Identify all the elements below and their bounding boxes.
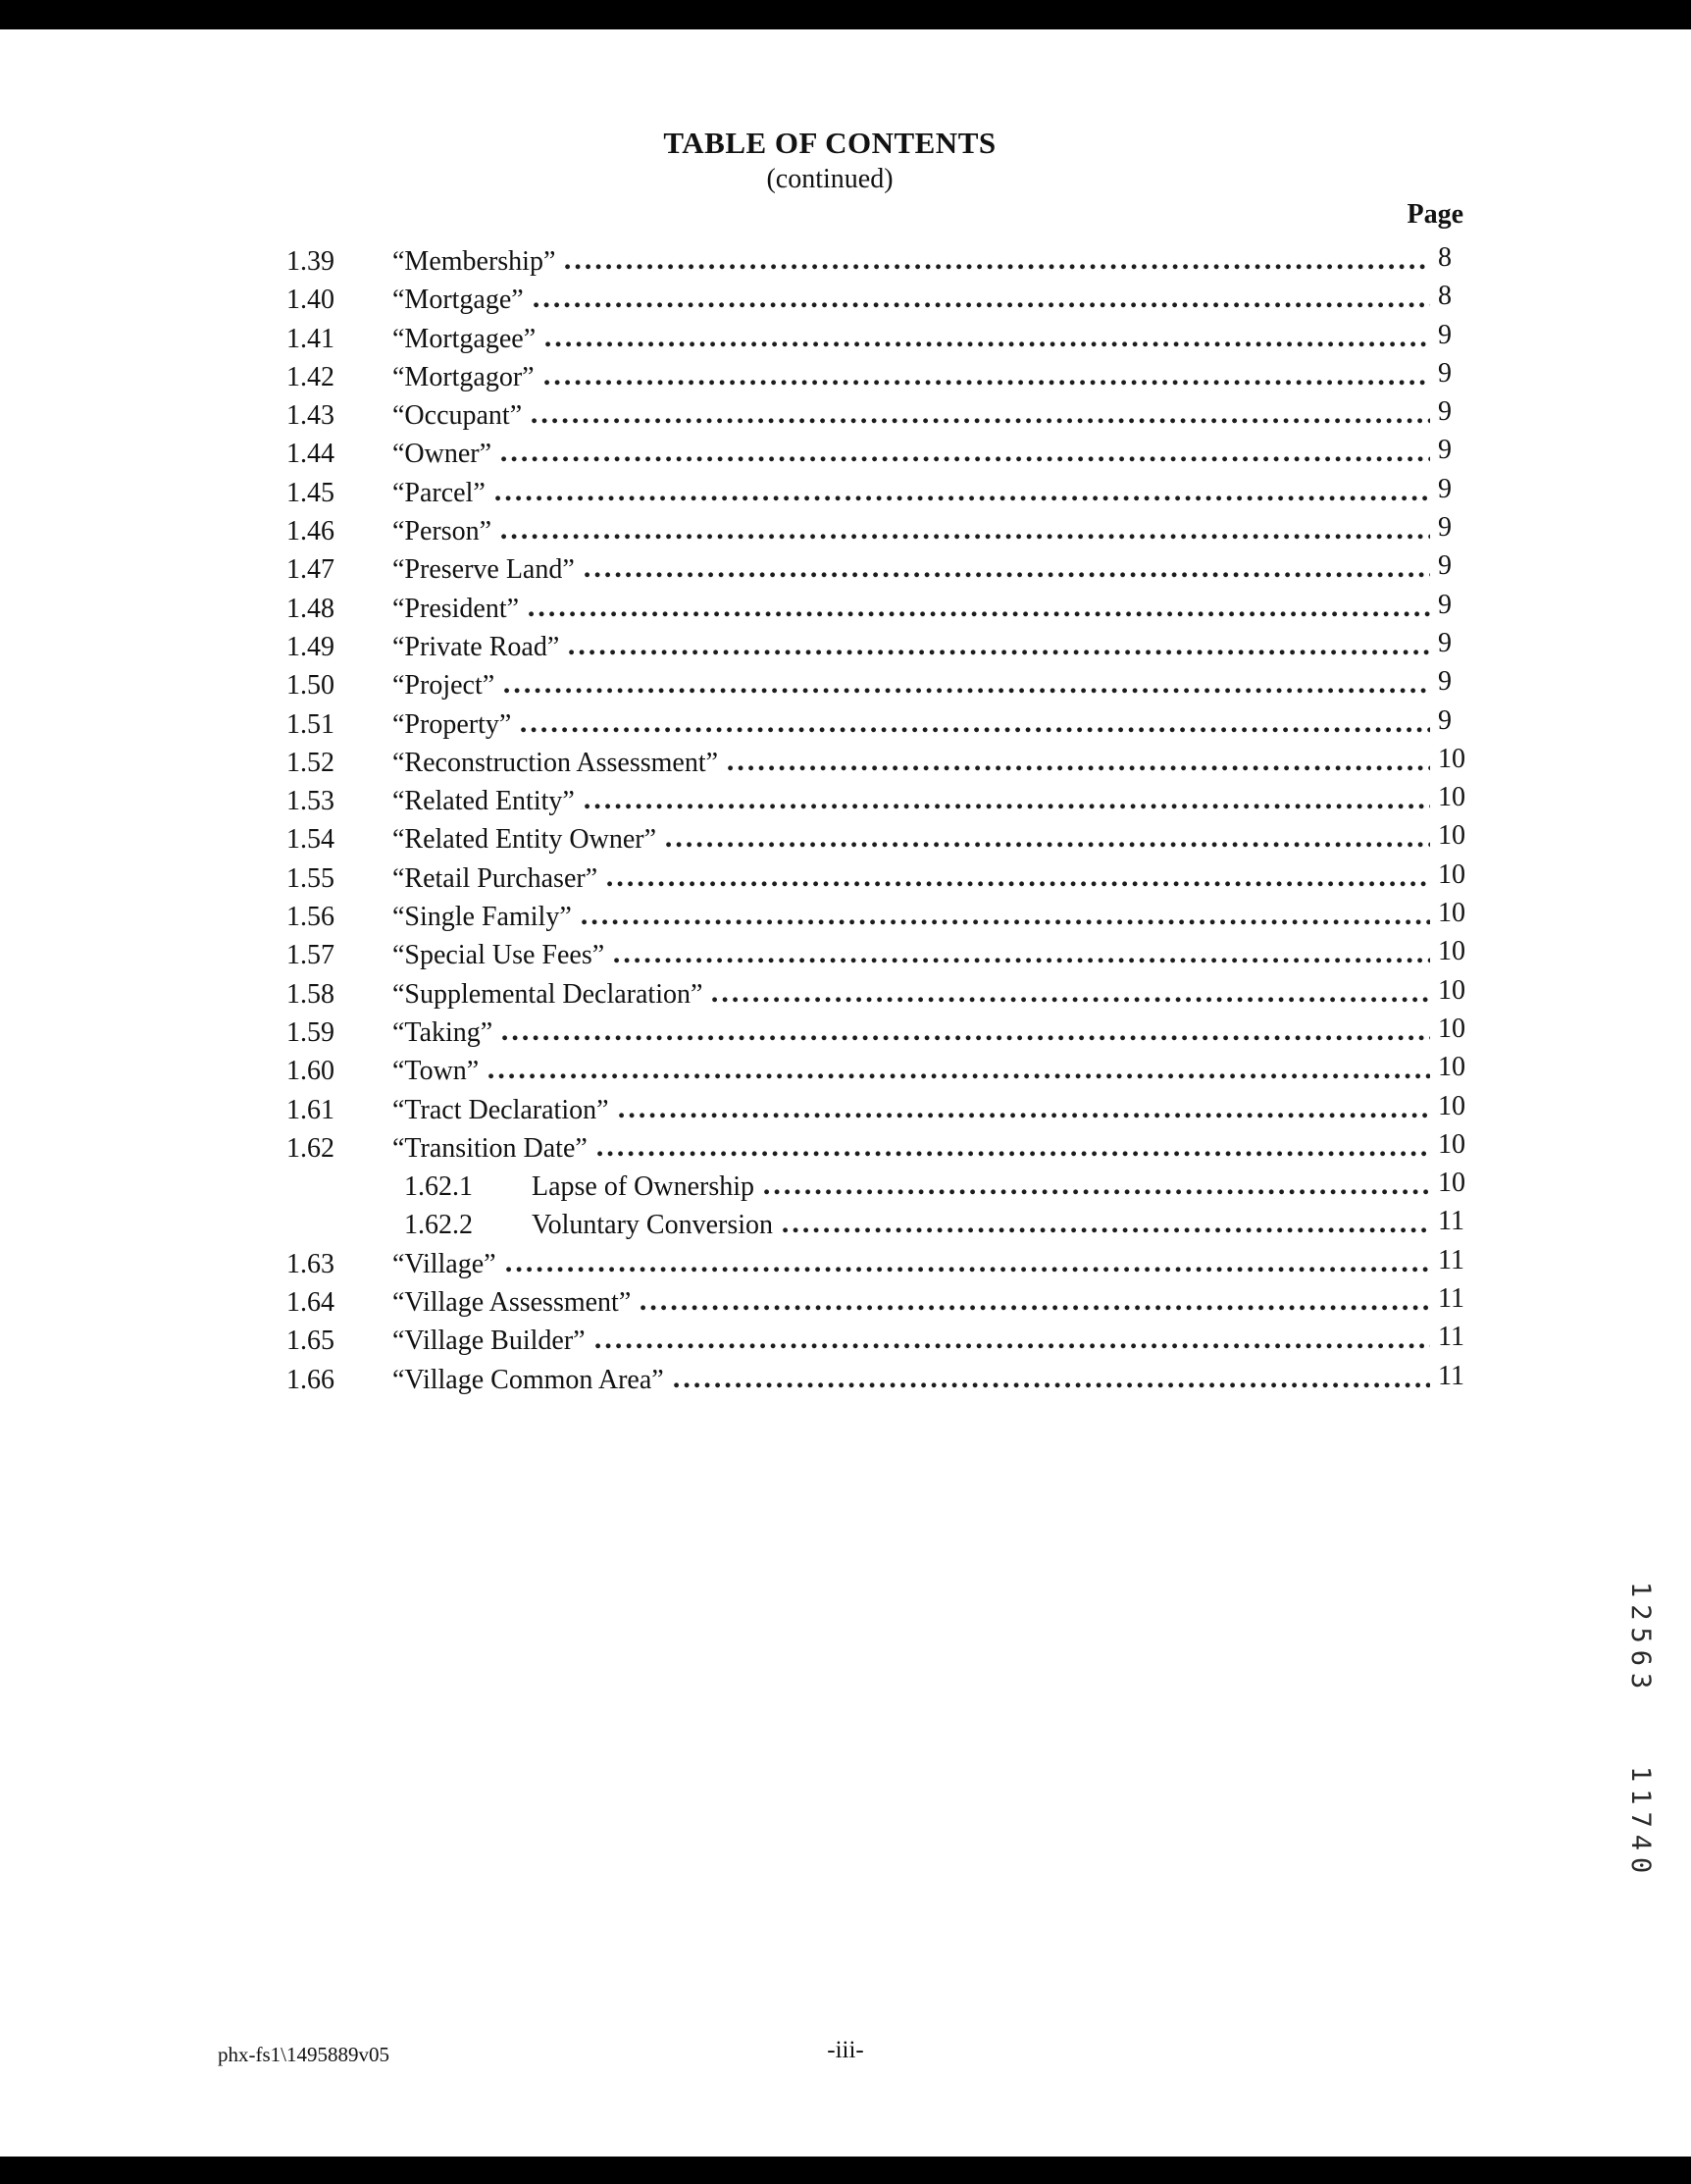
entry-number: 1.57 [286, 940, 334, 971]
entry-number: 1.59 [286, 1016, 334, 1048]
dot-leader [728, 765, 1430, 771]
toc-row [286, 1168, 1471, 1210]
entry-label: “Village Assessment” [392, 1287, 632, 1319]
entry-number: 1.49 [286, 631, 334, 662]
entry-label: “Owner” [392, 439, 492, 470]
dot-leader [712, 997, 1430, 1003]
entry-page: 9 [1438, 512, 1452, 544]
dot-leader [569, 650, 1430, 655]
toc-row [286, 1322, 1471, 1364]
entry-page: 9 [1438, 627, 1452, 658]
entry-page: 9 [1438, 435, 1452, 466]
dot-leader [597, 1151, 1430, 1157]
entry-number: 1.46 [286, 516, 334, 547]
toc-row [286, 319, 1471, 362]
entry-number: 1.64 [286, 1287, 334, 1319]
scan-edge-bottom [0, 2157, 1691, 2184]
margin-stamp [1625, 1582, 1656, 1880]
dot-leader [532, 418, 1430, 424]
entry-page: 9 [1438, 396, 1452, 428]
dot-leader [641, 1305, 1430, 1311]
entry-label: “Occupant” [392, 400, 523, 432]
entry-label: “Retail Purchaser” [392, 862, 598, 894]
entry-label: “President” [392, 593, 520, 624]
toc-row [286, 281, 1471, 323]
page-subtitle: (continued) [766, 164, 894, 194]
stamp-number-1: 12563 [1625, 1582, 1656, 1696]
entry-page: 8 [1438, 242, 1452, 273]
entry-number: 1.52 [286, 747, 334, 778]
entry-page: 10 [1438, 1013, 1465, 1044]
entry-number: 1.56 [286, 902, 334, 933]
toc-row [286, 704, 1471, 748]
entry-number: 1.41 [286, 323, 334, 354]
entry-label: “Village Common Area” [392, 1364, 664, 1395]
toc-row [286, 435, 1471, 477]
entry-label: “Parcel” [392, 477, 486, 508]
page-title: TABLE OF CONTENTS [663, 126, 997, 160]
stamp-number-2: 11740 [1625, 1765, 1656, 1880]
entry-number: 1.45 [286, 477, 334, 508]
scan-edge-top [0, 0, 1691, 29]
entry-page: 9 [1438, 319, 1452, 350]
entry-label: “Related Entity Owner” [392, 824, 657, 856]
entry-page: 11 [1438, 1206, 1464, 1237]
entry-page: 11 [1438, 1322, 1464, 1353]
entry-number: 1.39 [286, 246, 334, 277]
entry-page: 10 [1438, 1052, 1465, 1083]
entry-page: 10 [1438, 1128, 1465, 1160]
dot-leader [614, 958, 1430, 963]
entry-number: 1.62.2 [404, 1210, 473, 1241]
entry-number: 1.65 [286, 1326, 334, 1357]
dot-leader [545, 341, 1430, 347]
toc-content [286, 126, 1471, 1403]
entry-number: 1.60 [286, 1056, 334, 1087]
entry-number: 1.43 [286, 400, 334, 432]
dot-leader [521, 727, 1430, 733]
page-column-label: Page [1407, 199, 1463, 230]
dot-leader [544, 380, 1430, 386]
entry-number: 1.50 [286, 670, 334, 702]
entry-number: 1.55 [286, 862, 334, 894]
toc-row [286, 936, 1471, 978]
entry-label: “Mortgagor” [392, 361, 535, 392]
dot-leader [582, 919, 1430, 925]
toc-row [286, 858, 1471, 902]
toc-row [286, 898, 1471, 940]
toc-row [286, 974, 1471, 1017]
entry-label: “Membership” [392, 246, 556, 277]
dot-leader [585, 804, 1430, 809]
toc-row [286, 1013, 1471, 1056]
entry-label: “Mortgagee” [392, 323, 537, 354]
dot-leader [565, 264, 1430, 270]
entry-label: “Mortgage” [392, 285, 524, 316]
toc-row [286, 589, 1471, 632]
entry-label: “Transition Date” [392, 1132, 588, 1164]
toc-row [286, 627, 1471, 670]
entry-label: “Village Builder” [392, 1326, 586, 1357]
toc-row [286, 473, 1471, 516]
entry-label: “Property” [392, 708, 512, 740]
entry-page: 10 [1438, 820, 1465, 852]
dot-leader [534, 302, 1430, 308]
entry-page: 10 [1438, 743, 1465, 774]
entry-label: “Village” [392, 1248, 496, 1279]
entry-page: 9 [1438, 357, 1452, 389]
entry-label: “Related Entity” [392, 786, 575, 817]
entry-number: 1.47 [286, 554, 334, 586]
entry-page: 9 [1438, 589, 1452, 620]
entry-number: 1.42 [286, 361, 334, 392]
entry-label: “Special Use Fees” [392, 940, 605, 971]
entry-page: 10 [1438, 974, 1465, 1006]
entry-label: “Preserve Land” [392, 554, 575, 586]
toc-row [286, 782, 1471, 824]
entry-number: 1.61 [286, 1094, 334, 1125]
entry-label: “Person” [392, 516, 492, 547]
dot-leader [607, 881, 1430, 887]
entry-page: 10 [1438, 1090, 1465, 1121]
entry-number: 1.62.1 [404, 1171, 473, 1203]
dot-leader [529, 611, 1430, 617]
dot-leader [666, 842, 1430, 848]
document-reference: phx-fs1\1495889v05 [218, 2043, 389, 2066]
toc-row [286, 1360, 1471, 1403]
toc-row [286, 1052, 1471, 1094]
dot-leader [501, 456, 1430, 462]
dot-leader [585, 572, 1430, 578]
entry-page: 10 [1438, 1168, 1465, 1199]
toc-row [286, 1090, 1471, 1133]
entry-label: “Single Family” [392, 902, 572, 933]
toc-row [286, 512, 1471, 554]
dot-leader [506, 1267, 1430, 1273]
dot-leader [501, 534, 1430, 540]
entry-number: 1.62 [286, 1132, 334, 1164]
dot-leader [495, 495, 1430, 501]
entry-page: 11 [1438, 1244, 1464, 1275]
toc-row [286, 242, 1471, 285]
footer-page-number: -iii- [827, 2037, 864, 2063]
dot-leader [783, 1227, 1430, 1233]
entry-label: “Reconstruction Assessment” [392, 747, 719, 778]
toc-row [286, 666, 1471, 708]
toc-row [286, 1283, 1471, 1326]
entry-number: 1.58 [286, 978, 334, 1010]
dot-leader [674, 1382, 1430, 1388]
entry-label: “Supplemental Declaration” [392, 978, 703, 1010]
toc-row [286, 1244, 1471, 1287]
entry-label: Voluntary Conversion [532, 1210, 774, 1241]
entry-number: 1.54 [286, 824, 334, 856]
toc-row [286, 396, 1471, 439]
entry-number: 1.40 [286, 285, 334, 316]
toc-row [286, 743, 1471, 786]
toc-row [286, 1128, 1471, 1171]
entry-page: 11 [1438, 1360, 1464, 1391]
entry-page: 10 [1438, 936, 1465, 967]
toc-list [286, 242, 1471, 1403]
dot-leader [595, 1343, 1430, 1349]
dot-leader [764, 1189, 1430, 1195]
entry-label: “Project” [392, 670, 495, 702]
entry-page: 10 [1438, 898, 1465, 929]
entry-page: 9 [1438, 666, 1452, 698]
dot-leader [502, 1035, 1430, 1041]
entry-number: 1.48 [286, 593, 334, 624]
entry-page: 11 [1438, 1283, 1464, 1315]
entry-page: 10 [1438, 858, 1465, 890]
entry-label: “Tract Declaration” [392, 1094, 609, 1125]
entry-page: 10 [1438, 782, 1465, 813]
entry-page: 9 [1438, 704, 1452, 736]
entry-number: 1.53 [286, 786, 334, 817]
entry-label: “Taking” [392, 1016, 493, 1048]
toc-row [286, 1206, 1471, 1248]
entry-number: 1.44 [286, 439, 334, 470]
entry-number: 1.63 [286, 1248, 334, 1279]
dot-leader [619, 1113, 1430, 1118]
entry-label: “Town” [392, 1056, 480, 1087]
entry-page: 8 [1438, 281, 1452, 312]
dot-leader [504, 688, 1430, 694]
entry-page: 9 [1438, 473, 1452, 504]
toc-row [286, 357, 1471, 400]
entry-page: 9 [1438, 550, 1452, 582]
entry-label: “Private Road” [392, 631, 560, 662]
entry-number: 1.66 [286, 1364, 334, 1395]
toc-row [286, 820, 1471, 862]
entry-number: 1.51 [286, 708, 334, 740]
toc-row [286, 550, 1471, 593]
dot-leader [488, 1073, 1430, 1079]
entry-label: Lapse of Ownership [532, 1171, 755, 1203]
